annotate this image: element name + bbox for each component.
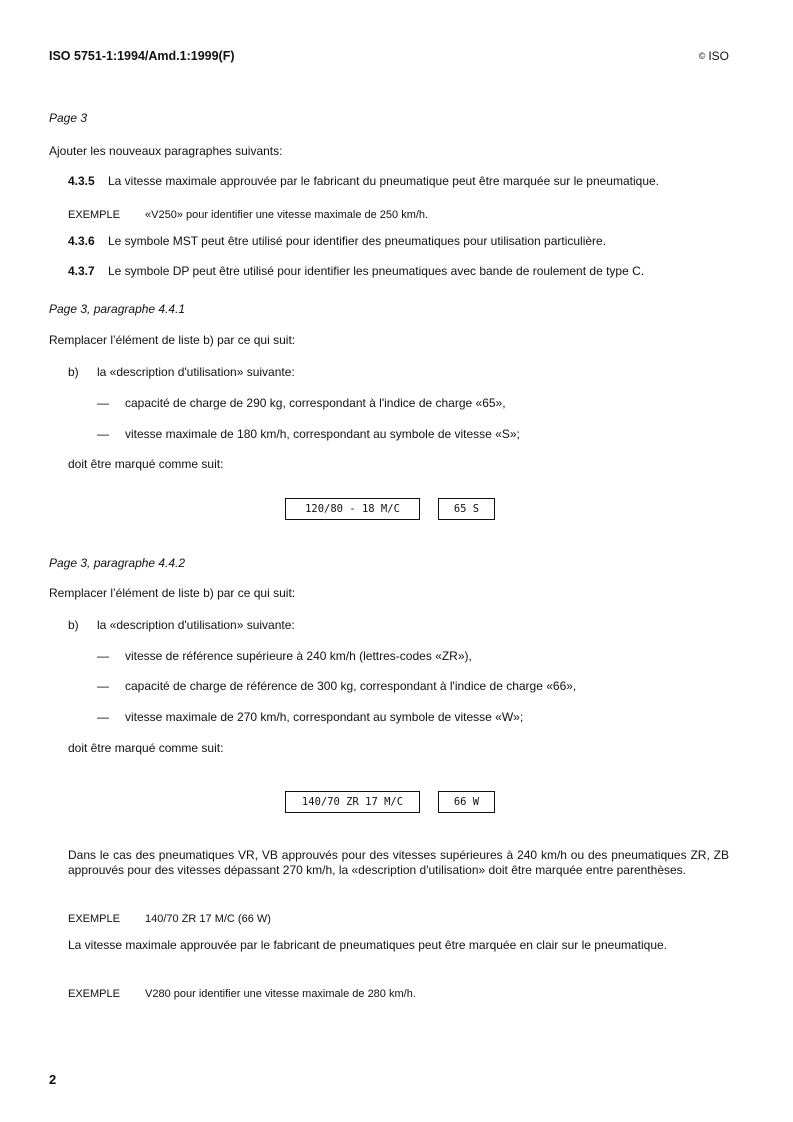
dash-marker: — (97, 396, 109, 410)
example-text: V280 pour identifier une vitesse maximale de 280 km/h. (145, 988, 416, 1000)
list-item (68, 365, 295, 379)
clause-text: Le symbole MST peut être utilisé pour identifier des pneumatiques pour utilisation particulière. (108, 234, 607, 248)
example-text: 140/70 ZR 17 M/C (66 W) (145, 913, 271, 925)
example-label: EXEMPLE (68, 988, 120, 1000)
body-paragraph: Dans le cas des pneumatiques VR, VB approuvés pour des vitesses supérieures à 240 km/h ou des pneumatiques ZR, ZB approuvés pour des vitesses dépassant 270 km/h, la «description d'utilisation» doit être marquée entre parenthèses. (68, 848, 729, 877)
marking-intro: doit être marqué comme suit: (68, 457, 224, 471)
copyright-org: ISO (708, 49, 729, 63)
document-id: ISO 5751-1:1994/Amd.1:1999(F) (49, 49, 235, 63)
dash-item (97, 679, 576, 693)
dash-marker: — (97, 649, 109, 663)
example-text: «V250» pour identifier une vitesse maximale de 250 km/h. (145, 209, 429, 221)
page-reference: Page 3, paragraphe 4.4.1 (49, 302, 186, 316)
clause-text: Le symbole DP peut être utilisé pour identifier les pneumatiques avec bande de roulement de type C. (108, 264, 645, 278)
service-description-box: 66 W (438, 791, 495, 813)
dash-marker: — (97, 710, 109, 724)
page-reference: Page 3, paragraphe 4.4.2 (49, 556, 186, 570)
body-paragraph: La vitesse maximale approuvée par le fabricant de pneumatiques peut être marquée en clair sur le pneumatique. (68, 938, 668, 952)
page-number: 2 (49, 1072, 57, 1087)
copyright-symbol: © (698, 51, 706, 61)
page-reference: Page 3 (49, 111, 88, 125)
example-label: EXEMPLE (68, 913, 120, 925)
list-marker: b) (68, 618, 79, 632)
tyre-size-marking-box: 120/80 - 18 M/C (285, 498, 420, 520)
dash-item-text: vitesse maximale de 180 km/h, correspondant au symbole de vitesse «S»; (125, 427, 520, 441)
list-item (68, 618, 295, 632)
clause-4-3-6 (68, 234, 606, 248)
clause-4-3-5 (68, 174, 659, 188)
example-note (68, 205, 428, 223)
example-label: EXEMPLE (68, 209, 120, 221)
service-description-box: 65 S (438, 498, 495, 520)
example-note (68, 984, 416, 1002)
clause-number: 4.3.5 (68, 174, 95, 188)
marking-intro: doit être marqué comme suit: (68, 741, 224, 755)
clause-4-3-7 (68, 264, 644, 278)
list-text: la «description d'utilisation» suivante: (97, 365, 295, 379)
instruction-text: Remplacer l’élément de liste b) par ce qui suit: (49, 333, 296, 347)
dash-item-text: capacité de charge de 290 kg, correspondant à l'indice de charge «65», (125, 396, 506, 410)
dash-marker: — (97, 679, 109, 693)
clause-number: 4.3.6 (68, 234, 95, 248)
instruction-text: Remplacer l’élément de liste b) par ce qui suit: (49, 586, 296, 600)
tyre-size-marking-box: 140/70 ZR 17 M/C (285, 791, 420, 813)
dash-item-text: capacité de charge de référence de 300 kg, correspondant à l'indice de charge «66», (125, 679, 577, 693)
dash-item (97, 427, 520, 441)
dash-item (97, 649, 472, 663)
example-note (68, 909, 271, 927)
clause-number: 4.3.7 (68, 264, 95, 278)
dash-marker: — (97, 427, 109, 441)
dash-item-text: vitesse maximale de 270 km/h, correspondant au symbole de vitesse «W»; (125, 710, 524, 724)
list-text: la «description d'utilisation» suivante: (97, 618, 295, 632)
copyright-notice (699, 49, 729, 63)
instruction-text: Ajouter les nouveaux paragraphes suivants: (49, 144, 283, 158)
clause-text: La vitesse maximale approuvée par le fabricant du pneumatique peut être marquée sur le pneumatique. (108, 174, 659, 188)
dash-item-text: vitesse de référence supérieure à 240 km/h (lettres-codes «ZR»), (125, 649, 472, 663)
dash-item (97, 396, 506, 410)
dash-item (97, 710, 523, 724)
list-marker: b) (68, 365, 79, 379)
